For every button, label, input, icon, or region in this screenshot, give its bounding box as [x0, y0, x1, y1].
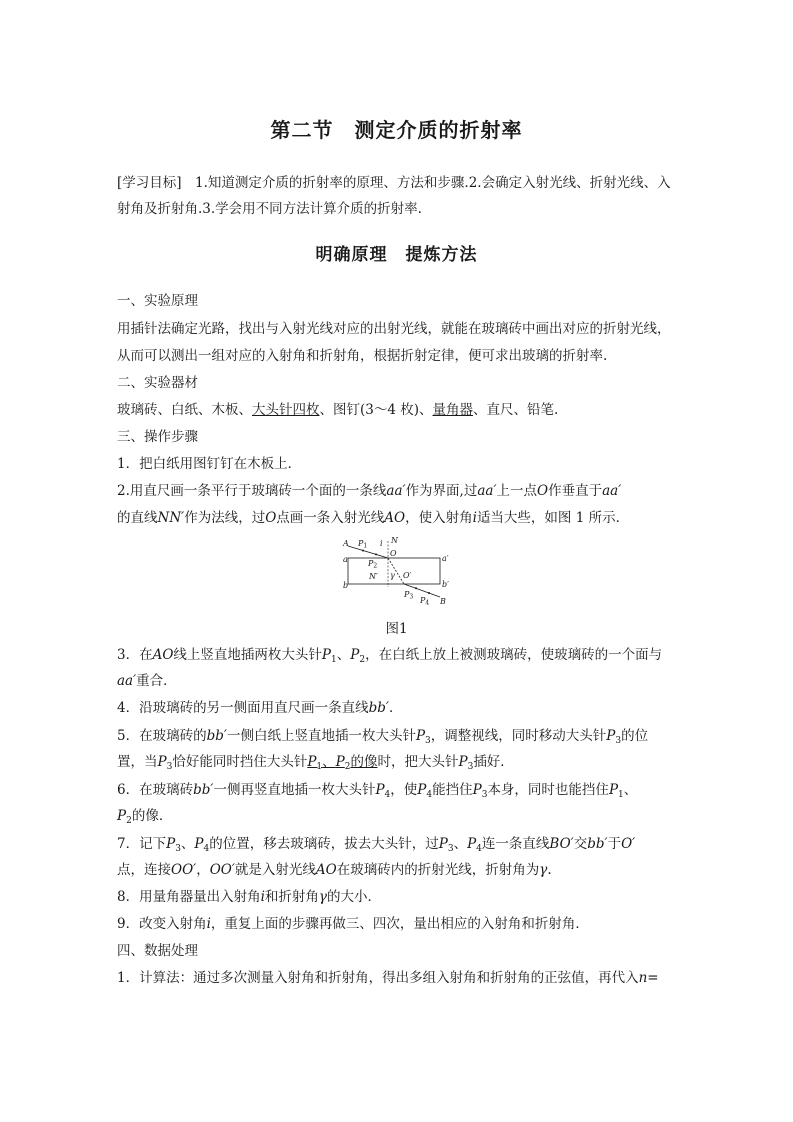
- procedure-heading: 三、操作步骤: [117, 429, 198, 445]
- step-7-line-2: 点，连接OO′，OO′就是入射光线AO在玻璃砖内的折射光线，折射角为γ.: [117, 862, 552, 878]
- data-processing-heading: 四、数据处理: [117, 943, 198, 959]
- step-2-line-2: 的直线NN′作为法线，过O点画一条入射光线AO，使入射角i适当大些，如图 1 所示．: [117, 510, 630, 526]
- step-3-line-2: aa′重合．: [117, 673, 177, 689]
- label-p3: P3: [404, 590, 414, 601]
- step-4: 4．沿玻璃砖的另一侧面用直尺画一条直线bb′．: [117, 700, 403, 716]
- learning-goal-line-2: 射角及折射角.3.学会用不同方法计算介质的折射率.: [117, 201, 422, 217]
- label-b: b: [343, 581, 349, 590]
- step-3-line-1: 3．在AO线上竖直地插两枚大头针$P_1$、$P_2$，在白纸上放上被测玻璃砖，使玻璃砖的一个面与: [117, 647, 663, 665]
- label-o-prime: O′: [403, 571, 412, 580]
- underlined-protractor: 量角器: [432, 402, 474, 418]
- calculation-method-line: 1．计算法：通过多次测量入射角和折射角，得出多组入射角和折射角的正弦值，再代入n=: [117, 970, 659, 986]
- label-gamma: γ: [390, 571, 395, 580]
- learning-goal-line-1: [学习目标] 1.知道测定介质的折射率的原理、方法和步骤.2.会确定入射光线、折射光线、入: [117, 175, 671, 191]
- pin-p2: [375, 553, 377, 555]
- step-6-line-1: 6．在玻璃砖bb′一侧再竖直地插一枚大头针$P_4$，使$P_4$能挡住$P_3$本身，同时也能挡住$P_1$、: [117, 782, 638, 800]
- label-n: N: [391, 536, 398, 545]
- step-8: 8．用量角器量出入射角i和折射角γ的大小．: [117, 889, 381, 905]
- step-5-line-2: 置，当$P_3$恰好能同时挡住大头针$P_1$、$P_2$的像时，把大头针$P_3$插好．: [117, 754, 514, 772]
- principle-line-2: 从而可以测出一组对应的入射角和折射角，根据折射定律，便可求出玻璃的折射率.: [117, 348, 608, 364]
- label-p4: P4: [420, 596, 430, 607]
- principle-heading: 一、实验原理: [117, 293, 198, 309]
- step-7-line-1: 7．记下$P_3$、$P_4$的位置，移去玻璃砖，拔去大头针，过$P_3$、$P_4$连一条直线BO′交bb′于O′: [117, 836, 636, 854]
- label-b-upper: B: [440, 597, 446, 606]
- label-n-prime: N′: [369, 572, 378, 581]
- step-2-line-1: 2.用直尺画一条平行于玻璃砖一个面的一条线aa′作为界面,过aa′上一点O作垂直于aa′: [117, 483, 622, 499]
- label-b-prime: b′: [442, 580, 449, 589]
- page-title: 第二节 测定介质的折射率: [270, 118, 523, 142]
- pin-p4: [428, 592, 430, 594]
- principle-line-1: 用插针法确定光路，找出与入射光线对应的出射光线，就能在玻璃砖中画出对应的折射光线，: [117, 321, 671, 337]
- label-p1: P1: [358, 539, 368, 550]
- pin-p1: [362, 550, 364, 552]
- equipment-list: 玻璃砖、白纸、木板、大头针四枚、图钉(3～4 枚)、量角器、直尺、铅笔.: [117, 402, 559, 418]
- pin-p3: [415, 587, 417, 589]
- step-9: 9．改变入射角i，重复上面的步骤再做三、四次，量出相应的入射角和折射角．: [117, 916, 589, 932]
- step-5-line-1: 5．在玻璃砖的bb′一侧白纸上竖直地插一枚大头针$P_3$，调整视线，同时移动大头针$P_3$的位: [117, 728, 649, 746]
- figure-caption: 图1: [385, 621, 408, 637]
- label-a-prime: a′: [442, 554, 449, 563]
- label-a: a: [343, 555, 348, 564]
- label-o: O: [390, 549, 397, 558]
- label-p2: P2: [368, 559, 378, 570]
- step-1: 1．把白纸用图钉钉在木板上．: [117, 456, 302, 472]
- label-a-upper: A: [343, 539, 349, 548]
- equipment-heading: 二、实验器材: [117, 375, 198, 391]
- step-6-line-2: $P_2$的像．: [117, 808, 173, 826]
- label-i: i: [380, 539, 383, 548]
- section-heading: 明确原理 提炼方法: [315, 245, 478, 265]
- underlined-image-phrase: $P_1$、$P_2$的像: [307, 754, 378, 772]
- underlined-pins: 大头针四枚: [252, 402, 320, 418]
- refraction-diagram: [338, 533, 458, 613]
